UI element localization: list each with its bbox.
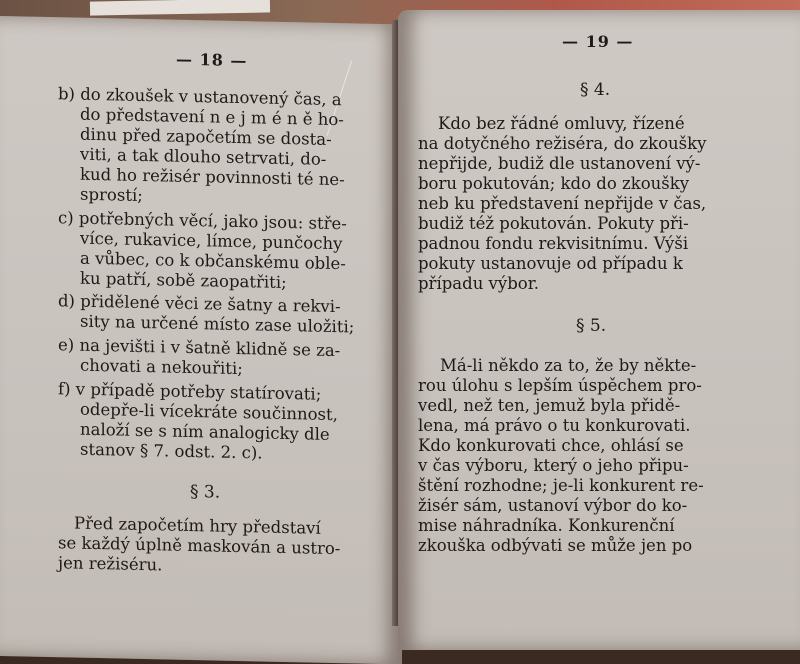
right-line: nepřijde, budiž dle ustanovení vý- — [418, 154, 701, 173]
left-line: c) potřebných věcí, jako jsou: stře- — [58, 208, 347, 234]
left-line: d) přidělené věci ze šatny a rekvi- — [58, 291, 341, 317]
left-line: do představení n e j m é n ě ho- — [80, 104, 344, 130]
left-line: e) na jevišti i v šatně klidně se za- — [58, 335, 341, 361]
right-line: v čas výboru, který o jeho připu- — [418, 456, 689, 475]
left-line: dinu před započetím se dosta- — [80, 124, 332, 149]
left-line: ku patří, sobě zaopatřiti; — [80, 268, 287, 293]
left-page — [0, 16, 402, 664]
right-line: na dotyčného režiséra, do zkoušky — [418, 134, 707, 153]
left-line: chovati a nekouřiti; — [80, 355, 243, 379]
section-5-heading: § 5. — [576, 316, 607, 336]
left-line: sity na určené místo zase uložiti; — [80, 311, 355, 337]
section-3-heading: § 3. — [190, 481, 221, 503]
right-line: štění rozhodne; je-li konkurent re- — [418, 476, 704, 495]
right-line: neb ku představení nepřijde v čas, — [418, 194, 707, 213]
right-line: lena, má právo o tu konkurovati. — [418, 416, 691, 435]
left-line: kud ho režisér povinnosti té ne- — [80, 164, 345, 190]
left-line: stanov § 7. odst. 2. c). — [80, 439, 263, 463]
right-page — [398, 10, 800, 650]
left-line: viti, a tak dlouho setrvati, do- — [80, 144, 327, 169]
right-line: případu výbor. — [418, 274, 540, 293]
left-line: naloží se s ním analogicky dle — [80, 419, 330, 444]
right-line: padnou fondu rekvisitnímu. Výši — [418, 234, 689, 253]
right-line: pokuty ustanovuje od případu k — [418, 254, 683, 273]
right-line: vedl, než ten, jemuž byla přidě- — [418, 396, 681, 415]
right-line: Kdo konkurovati chce, ohlásí se — [418, 436, 684, 455]
right-line: žisér sám, ustanoví výbor do ko- — [418, 496, 688, 515]
left-line: a vůbec, co k občanskému oble- — [80, 248, 346, 274]
left-line: více, rukavice, límce, punčochy — [80, 228, 343, 254]
right-line: mise náhradníka. Konkurenční — [418, 516, 675, 535]
left-line: b) do zkoušek v ustanovený čas, a — [58, 84, 342, 110]
right-line: zkouška odbývati se může jen po — [418, 536, 693, 555]
left-section-line: Před započetím hry představí — [74, 513, 321, 538]
right-line: Kdo bez řádné omluvy, řízené — [438, 114, 685, 133]
right-line: budiž též pokutován. Pokuty při- — [418, 214, 689, 233]
left-page-number: — 18 — — [176, 49, 248, 71]
left-line: sprostí; — [80, 184, 143, 205]
left-section-line: jen režiséru. — [58, 553, 163, 575]
right-line: boru pokutován; kdo do zkoušky — [418, 174, 690, 193]
section-4-heading: § 4. — [580, 80, 611, 100]
right-page-number: — 19 — — [562, 32, 634, 51]
left-section-line: se každý úplně maskován a ustro- — [58, 533, 341, 559]
right-line: rou úlohu s lepším úspěchem pro- — [418, 376, 702, 395]
right-line: Má-li někdo za to, že by někte- — [440, 356, 697, 375]
left-line: odepře-li vícekráte součinnost, — [80, 399, 338, 425]
left-line: f) v případě potřeby statírovati; — [58, 379, 322, 404]
